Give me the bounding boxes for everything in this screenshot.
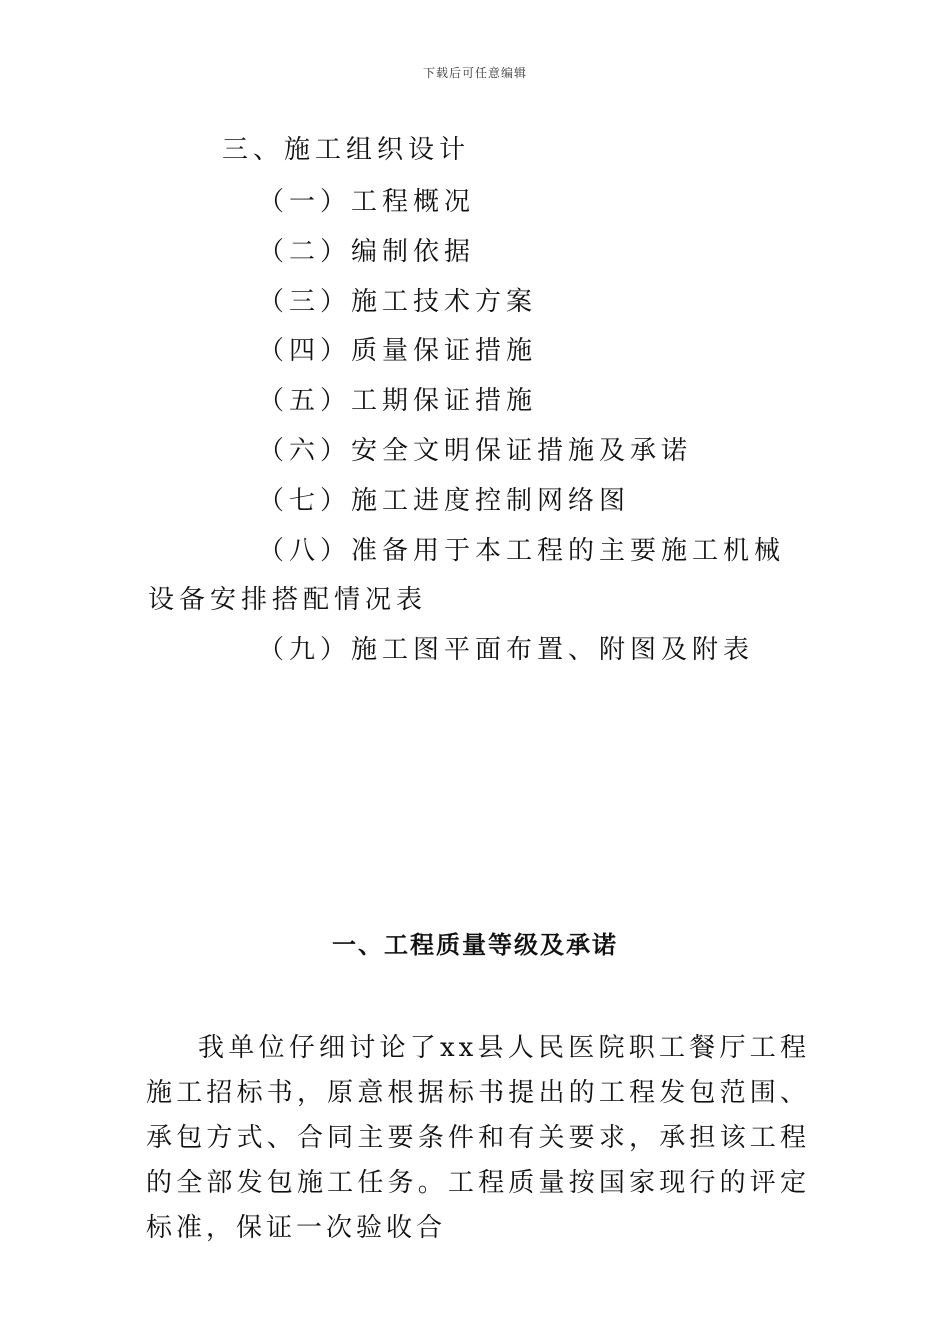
toc-item-6: （六）安全文明保证措施及承诺 [258,435,693,466]
toc-item-7: （七）施工进度控制网络图 [258,485,631,516]
toc-heading: 三、施工组织设计 [222,135,471,165]
toc-item-3: （三）施工技术方案 [258,286,538,317]
body-paragraph: 我单位仔细讨论了xx县人民医院职工餐厅工程施工招标书，原意根据标书提出的工程发包范围、承包方式、合同主要条件和有关要求，承担该工程的全部发包施工任务。工程质量按国家现行的评定标准，保证一次验收合 [146,1033,810,1243]
toc-item-2: （二）编制依据 [258,236,476,267]
toc-item-1: （一）工程概况 [258,187,476,217]
table-of-contents [0,178,950,676]
toc-item-9: （九）施工图平面布置、附图及附表 [258,635,755,666]
section-title: 一、工程质量等级及承诺 [332,931,618,959]
page-header-note: 下载后可任意编辑 [422,66,527,80]
toc-item-4: （四）质量保证措施 [258,336,538,367]
toc-item-5: （五）工期保证措施 [258,386,538,417]
toc-item-8: （八）准备用于本工程的主要施工机械设备安排搭配情况表 [148,535,786,616]
